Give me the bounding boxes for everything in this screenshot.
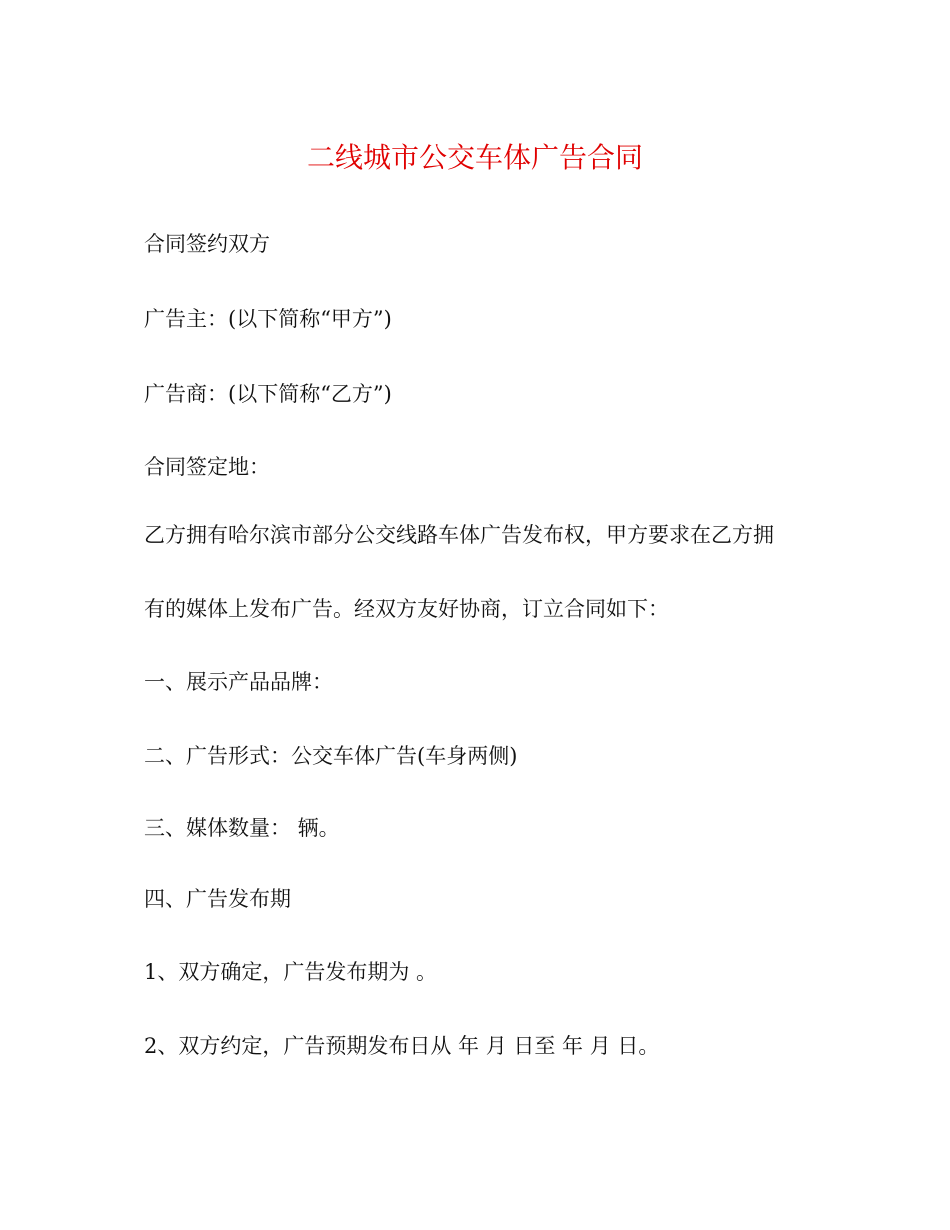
clause-4-item-2: 2、双方约定，广告预期发布日从 年 月 日至 年 月 日。 bbox=[144, 1034, 660, 1058]
clause-1-product-brand: 一、展示产品品牌： bbox=[144, 670, 333, 694]
clause-4-item-1: 1、双方确定，广告发布期为 。 bbox=[144, 960, 438, 984]
advertiser-line: 广告主：(以下简称“甲方”) bbox=[144, 307, 392, 331]
document-title: 二线城市公交车体广告合同 bbox=[306, 141, 643, 174]
preamble-line-2: 有的媒体上发布广告。经双方友好协商，订立合同如下： bbox=[144, 597, 669, 621]
contract-parties-heading: 合同签约双方 bbox=[144, 232, 270, 256]
signing-place-line: 合同签定地： bbox=[144, 455, 270, 479]
clause-3-media-quantity: 三、媒体数量： 辆。 bbox=[144, 816, 340, 840]
preamble-line-1: 乙方拥有哈尔滨市部分公交线路车体广告发布权，甲方要求在乙方拥 bbox=[144, 523, 774, 547]
clause-2-ad-form: 二、广告形式：公交车体广告(车身两侧) bbox=[144, 744, 518, 768]
clause-4-publish-period: 四、广告发布期 bbox=[144, 887, 291, 911]
agency-line: 广告商：(以下简称“乙方”) bbox=[144, 382, 392, 406]
